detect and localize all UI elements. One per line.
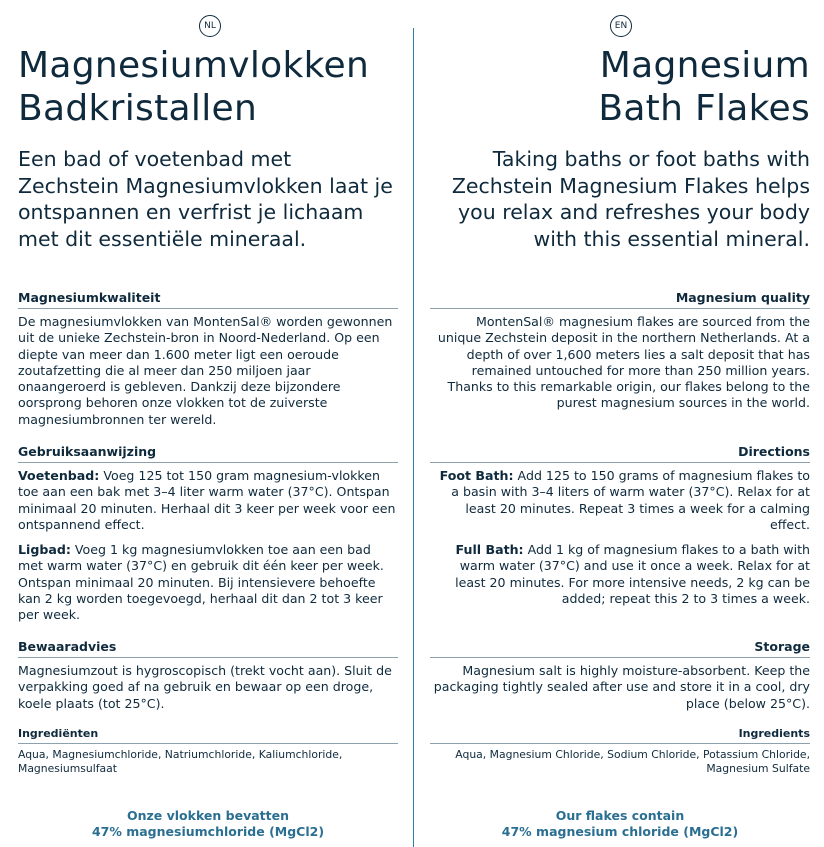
page-title-nl xyxy=(18,44,398,130)
full-bath-instructions: Add 1 kg of magnesium flakes to a bath with warm water (37°C) and use it once a week. Relax for at least 20 minutes. For more intensive needs, 2 kg can be added; repeat this 2 to 3 times a week. xyxy=(455,542,810,606)
quality-text-en: MontenSal® magnesium flakes are sourced from the unique Zechstein deposit in the northern Netherlands. At a depth of over 1,600 meters lies a salt deposit that has remained untouched for more than 250 million years. Thanks to this remarkable origin, our flakes belong to the purest magnesium sources in the world. xyxy=(437,314,810,411)
section-divider xyxy=(18,743,398,744)
quality-heading-en: Magnesium quality xyxy=(675,290,810,305)
ingredients-heading-nl: Ingrediënten xyxy=(18,727,99,740)
language-badge-en: EN xyxy=(610,15,632,37)
footer-line-1: Onze vlokken bevatten xyxy=(126,808,289,823)
directions-heading-nl: Gebruiksaanwijzing xyxy=(18,444,157,459)
foot-bath-label: Foot Bath: xyxy=(439,468,514,483)
full-bath-text-nl xyxy=(18,542,398,623)
title-line-1: Magnesium xyxy=(599,45,810,86)
intro-text-en: Taking baths or foot baths with Zechstein Magnesium Flakes helps you relax and refreshes your body with this essential mineral. xyxy=(451,147,810,251)
dutch-column xyxy=(18,0,398,847)
full-bath-instructions: Voeg 1 kg magnesiumvlokken toe aan een bad met warm water (37°C) en gebruik dit één keer per week. Ontspan minimaal 20 minuten. Bij intensievere behoefte kan 2 kg worden toegevoegd, herhaal dit dan 2 tot 3 keer per week. xyxy=(18,542,384,623)
storage-heading-nl: Bewaaradvies xyxy=(18,639,117,654)
section-divider xyxy=(18,657,398,658)
ingredients-heading-en: Ingredients xyxy=(738,727,810,740)
section-divider xyxy=(430,462,810,463)
column-divider xyxy=(413,28,414,847)
intro-text-nl: Een bad of voetenbad met Zechstein Magnesiumvlokken laat je ontspannen en verfrist je lichaam met dit essentiële mineraal. xyxy=(18,147,393,251)
foot-bath-label: Voetenbad: xyxy=(18,468,100,483)
section-divider xyxy=(18,462,398,463)
section-divider xyxy=(18,308,398,309)
language-badge-nl: NL xyxy=(199,15,221,37)
directions-heading-en: Directions xyxy=(738,444,810,459)
ingredients-text-nl: Aqua, Magnesiumchloride, Natriumchloride, Kaliumchloride, Magnesiumsulfaat xyxy=(18,748,343,775)
section-divider xyxy=(430,308,810,309)
full-bath-text-en xyxy=(430,542,810,607)
page-title-en xyxy=(430,44,810,130)
full-bath-label: Ligbad: xyxy=(18,542,71,557)
quality-heading-nl: Magnesiumkwaliteit xyxy=(18,290,161,305)
section-divider xyxy=(430,743,810,744)
foot-bath-instructions: Add 125 to 150 grams of magnesium flakes to a basin with 3–4 liters of warm water (37°C). Relax for at least 20 minutes. Repeat 3 times a week for a calming effect. xyxy=(451,468,810,532)
storage-text-en: Magnesium salt is highly moisture-absorbent. Keep the packaging tightly sealed after use and store it in a cool, dry place (below 25°C). xyxy=(433,663,810,711)
title-line-2: Badkristallen xyxy=(18,88,258,129)
full-bath-label: Full Bath: xyxy=(455,542,524,557)
english-column xyxy=(430,0,810,847)
footer-claim-nl xyxy=(18,808,398,840)
section-divider xyxy=(430,657,810,658)
title-line-2: Bath Flakes xyxy=(598,88,810,129)
storage-heading-en: Storage xyxy=(754,639,810,654)
ingredients-text-en: Aqua, Magnesium Chloride, Sodium Chloride, Potassium Chloride, Magnesium Sulfate xyxy=(455,748,810,775)
foot-bath-text-nl xyxy=(18,468,398,533)
footer-line-1: Our flakes contain xyxy=(555,808,685,823)
footer-line-2: 47% magnesium chloride (MgCl2) xyxy=(501,824,739,839)
storage-text-nl: Magnesiumzout is hygroscopisch (trekt vocht aan). Sluit de verpakking goed af na gebruik en bewaar op een droge, koele plaats (tot 25°C). xyxy=(18,663,392,711)
footer-claim-en xyxy=(430,808,810,840)
footer-line-2: 47% magnesiumchloride (MgCl2) xyxy=(91,824,325,839)
foot-bath-instructions: Voeg 125 tot 150 gram magnesium-vlokken toe aan een bak met 3–4 liter warm water (37°C). Ontspan minimaal 20 minuten. Herhaal dit 3 keer per week voor een ontspannend effect. xyxy=(18,468,396,532)
quality-text-nl: De magnesiumvlokken van MontenSal® worden gewonnen uit de unieke Zechstein-bron in Noord-Nederland. Op een diepte van meer dan 1.600 meter ligt een oeroude zoutafzetting die al meer dan 250 miljoen jaar onaangeroerd is gebleven. Dankzij deze bijzondere oorsprong behoren onze vlokken tot de zuiverste magnesiumbronnen ter wereld. xyxy=(18,314,393,427)
foot-bath-text-en xyxy=(430,468,810,533)
title-line-1: Magnesiumvlokken xyxy=(18,45,370,86)
